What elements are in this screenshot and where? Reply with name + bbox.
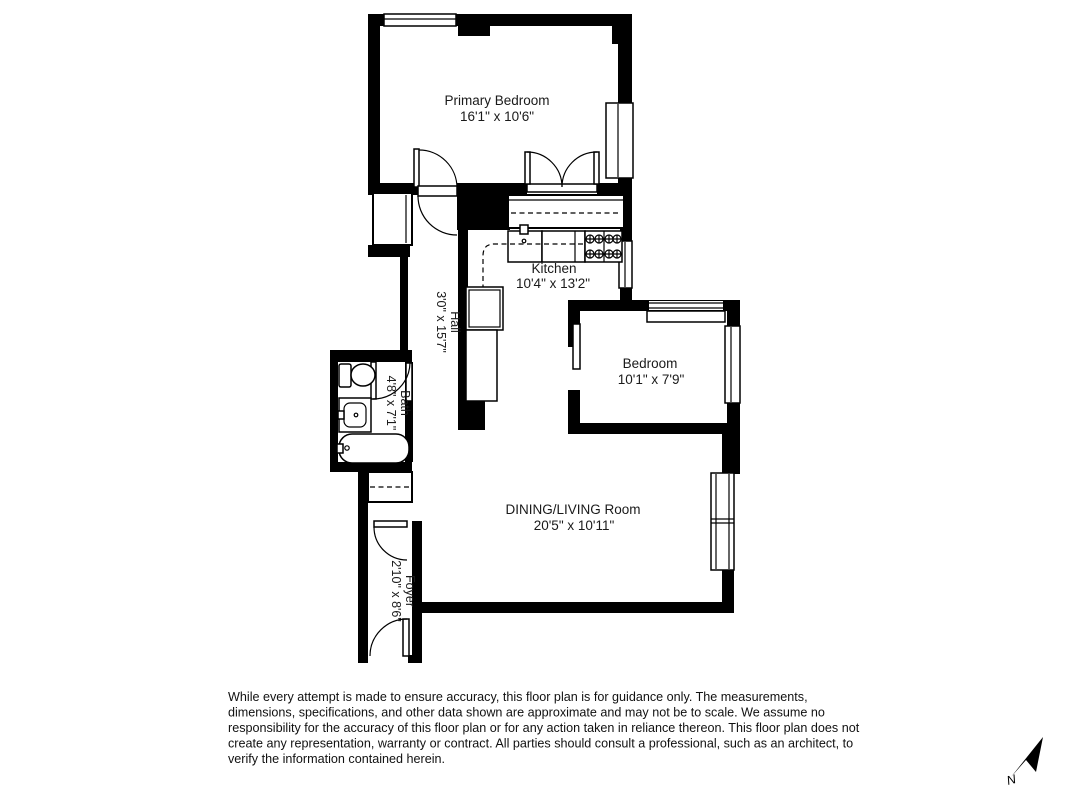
hall-door: [418, 186, 457, 235]
dining-living-dims: 20'5" x 10'11": [533, 518, 615, 533]
kitchen-fridge: [466, 287, 503, 330]
window-bedroom-right: [725, 326, 740, 403]
disclaimer: [228, 690, 860, 766]
wall: [400, 257, 408, 352]
wall: [458, 26, 490, 36]
north-arrow: [1005, 737, 1043, 788]
bathtub: [337, 434, 409, 463]
disclaimer-line: responsibility for the accuracy of this floor plan or for any action taken in reliance thereon. This floor plan does not: [228, 721, 860, 735]
hall-closet: [373, 193, 412, 245]
north-label: N: [1005, 772, 1018, 788]
disclaimer-line: While every attempt is made to ensure accuracy, this floor plan is for guidance only. The measurements,: [228, 690, 808, 704]
primary-bedroom-door: [414, 149, 457, 188]
kitchen-counter-left: [466, 330, 497, 401]
foyer-label: Foyer: [403, 575, 417, 607]
hall-label: Hall: [448, 311, 462, 333]
disclaimer-line: verify the information contained herein.: [228, 752, 446, 766]
kitchen-counter: [542, 231, 585, 262]
primary-bedroom-label: Primary Bedroom: [444, 93, 550, 108]
foyer-closet-door: [374, 521, 407, 560]
north-arrow-icon: [1011, 737, 1043, 777]
bedroom-label: Bedroom: [622, 356, 678, 371]
wall: [368, 245, 410, 257]
kitchen-dims: 10'4" x 13'2": [515, 276, 591, 291]
wall: [408, 655, 422, 663]
foyer-dims: 2'10" x 8'6": [389, 560, 403, 622]
wall: [358, 472, 368, 663]
wall: [368, 14, 380, 193]
kitchen-stove: [585, 231, 622, 262]
primary-bedroom-dims: 16'1" x 10'6": [459, 109, 535, 124]
window-bedroom-top: [647, 301, 725, 322]
wall: [510, 183, 527, 195]
disclaimer-line: create any representation, warranty or contract. All parties should consult a professional, such as an architect, to: [228, 736, 854, 751]
wall: [458, 401, 485, 430]
kitchen-fixtures: [466, 225, 622, 401]
window-primary-bedroom-top: [384, 14, 456, 26]
bath-vanity-sink: [338, 398, 371, 432]
hall-dims: 3'0" x 15'7": [434, 291, 448, 353]
wall: [412, 602, 734, 613]
disclaimer-line: dimensions, specifications, and other data shown are approximate and may not be to scale. We assume no: [228, 705, 825, 720]
bedroom-dims: 10'1" x 7'9": [617, 372, 685, 387]
window-dining-right: [711, 473, 734, 570]
window-primary-bedroom-right: [606, 103, 633, 178]
foyer-closet: [368, 472, 412, 502]
closet-double-doors: [525, 152, 599, 192]
kitchen-label: Kitchen: [531, 261, 577, 276]
toilet: [339, 364, 375, 387]
dining-living-label: DINING/LIVING Room: [505, 502, 641, 517]
primary-bedroom-closet: [508, 195, 624, 228]
bath-dims: 4'8" x 7'1": [384, 375, 398, 431]
bath-label: Bath: [398, 390, 412, 416]
room-labels: [384, 93, 684, 622]
wall: [568, 423, 740, 434]
wall: [330, 350, 412, 362]
entry-door: [370, 619, 409, 656]
